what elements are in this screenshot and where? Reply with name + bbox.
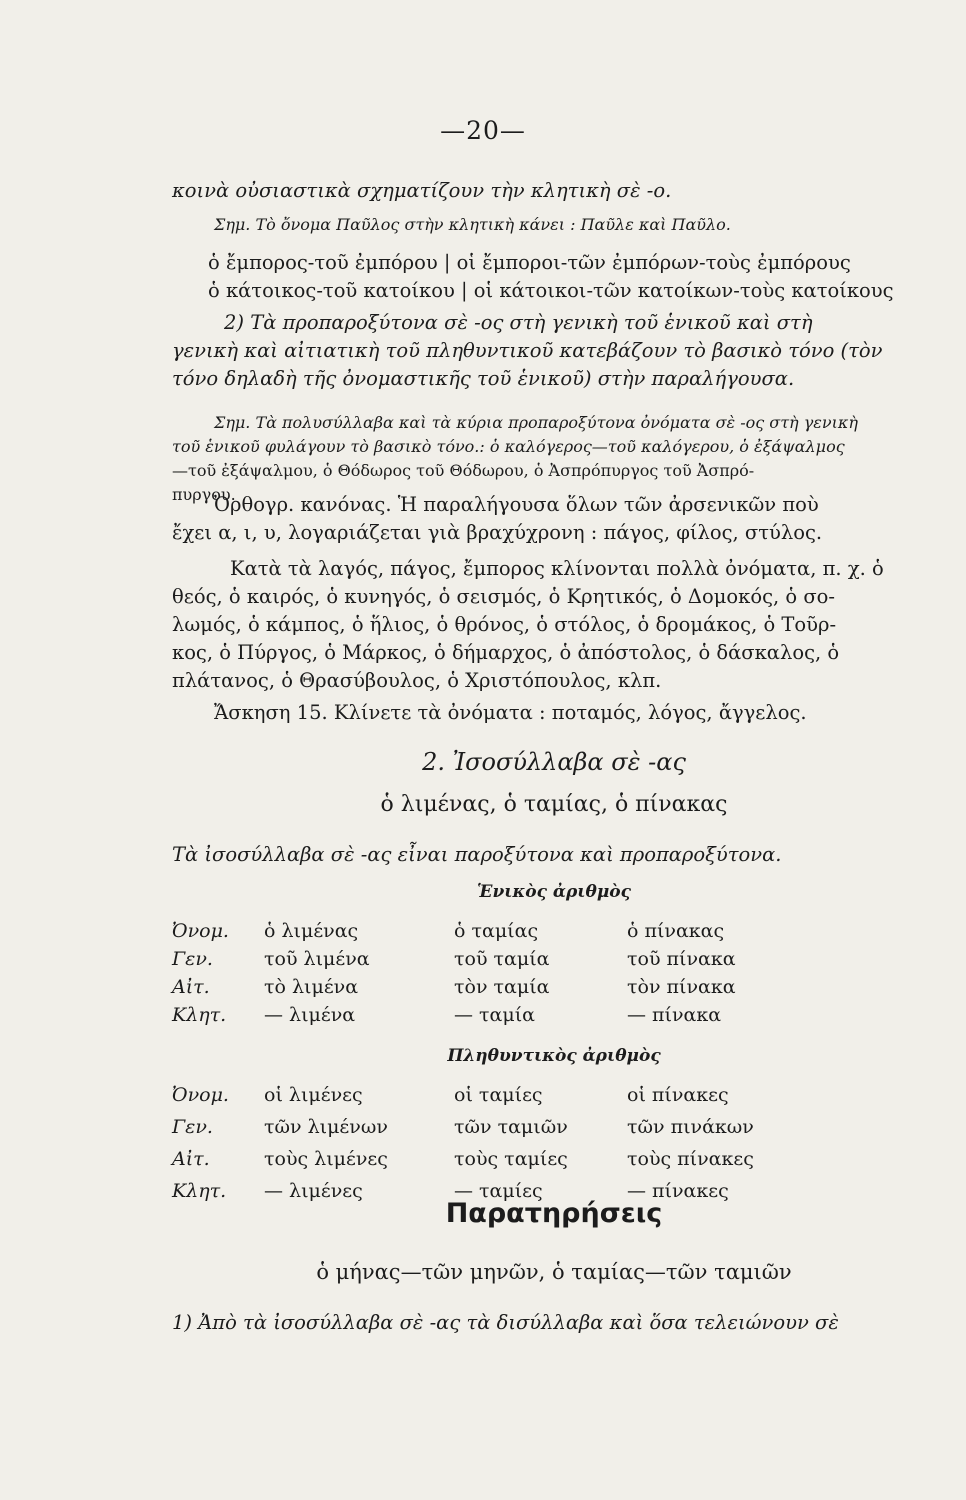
form-tamias: ὁ ταμίας	[454, 920, 539, 942]
singular-heading: Ἑνικὸς ἀριθμὸς	[477, 882, 631, 902]
case-label: Αἰτ.	[172, 1148, 210, 1170]
observation-example: ὁ μήνας—τῶν μηνῶν, ὁ ταμίας—τῶν ταμιῶν	[316, 1260, 792, 1284]
text-line: ὁ κάτοικος-τοῦ κατοίκου | οἱ κάτοικοι-τῶν κατοίκων-τοὺς κατοίκους	[208, 279, 894, 302]
form-tamias: τὸν ταμία	[454, 976, 550, 998]
form-limenas: — λιμένες	[264, 1180, 363, 1202]
text-line: πλάτανος, ὁ Θρασύβουλος, ὁ Χριστόπουλος, κλπ.	[172, 669, 662, 692]
text-line: γενικὴ καὶ αἰτιατικὴ τοῦ πληθυντικοῦ κατεβάζουν τὸ βασικὸ τόνο (τὸν	[172, 339, 883, 362]
form-limenas: τοὺς λιμένες	[264, 1148, 388, 1170]
text-line: κος, ὁ Πύργος, ὁ Μάρκος, ὁ δήμαρχος, ὁ ἀπόστολος, ὁ δάσκαλος, ὁ	[172, 641, 840, 664]
form-pinakas: — πίνακες	[627, 1180, 729, 1202]
note-line: πυργου.	[172, 485, 236, 504]
table-row	[172, 976, 936, 1002]
plural-heading: Πληθυντικὸς ἀριθμὸς	[447, 1046, 661, 1066]
text-line: τόνο δηλαδὴ τῆς ὀνομαστικῆς τοῦ ἑνικοῦ) στὴν παραλήγουσα.	[172, 367, 795, 390]
text-line: ἔχει α, ι, υ, λογαριάζεται γιὰ βραχύχρονη : πάγος, φίλος, στύλος.	[172, 521, 823, 544]
table-row	[172, 1084, 936, 1110]
text-line: Κατὰ τὰ λαγός, πάγος, ἔμπορος κλίνονται πολλὰ ὀνόματα, π. χ. ὁ	[230, 557, 884, 580]
table-row	[172, 948, 936, 974]
form-limenas: ὁ λιμένας	[264, 920, 359, 942]
form-limenas: τὸ λιμένα	[264, 976, 359, 998]
exercise-line: Ἄσκηση 15. Κλίνετε τὰ ὀνόματα : ποταμός, λόγος, ἄγγελος.	[214, 701, 807, 724]
table-row	[172, 1004, 936, 1030]
table-row	[172, 1148, 936, 1174]
form-tamias: τῶν ταμιῶν	[454, 1116, 568, 1138]
case-label: Γεν.	[172, 948, 213, 970]
note-line: Σημ. Τὰ πολυσύλλαβα καὶ τὰ κύρια προπαροξύτονα ὀνόματα σὲ -ος στὴ γενικὴ	[214, 413, 858, 432]
form-pinakas: ὁ πίνακας	[627, 920, 725, 942]
note-line: Σημ. Τὸ ὄνομα Παῦλος στὴν κλητικὴ κάνει : Παῦλε καὶ Παῦλο.	[214, 215, 731, 234]
table-row	[172, 1116, 936, 1142]
text-line: 2) Τὰ προπαροξύτονα σὲ -ος στὴ γενικὴ τοῦ ἑνικοῦ καὶ στὴ	[224, 311, 813, 334]
text-line: κοινὰ οὐσιαστικὰ σχηματίζουν τὴν κλητικὴ σὲ -ο.	[172, 179, 672, 202]
form-pinakas: τοὺς πίνακες	[627, 1148, 754, 1170]
form-tamias: — ταμία	[454, 1004, 536, 1026]
form-tamias: — ταμίες	[454, 1180, 543, 1202]
form-pinakas: τοῦ πίνακα	[627, 948, 736, 970]
section-intro: Τὰ ἰσοσύλλαβα σὲ -ας εἶναι παροξύτονα καὶ προπαροξύτονα.	[172, 843, 782, 866]
page-number: —20—	[440, 116, 526, 145]
observation-1: 1) Ἀπὸ τὰ ἰσοσύλλαβα σὲ -ας τὰ δισύλλαβα καὶ ὅσα τελειώνουν σὲ	[172, 1311, 839, 1334]
form-limenas: τοῦ λιμένα	[264, 948, 370, 970]
observations-heading: Παρατηρήσεις	[445, 1198, 663, 1229]
text-line: θεός, ὁ καιρός, ὁ κυνηγός, ὁ σεισμός, ὁ Κρητικός, ὁ Δομοκός, ὁ σο-	[172, 585, 835, 608]
case-label: Γεν.	[172, 1116, 213, 1138]
case-label: Αἰτ.	[172, 976, 210, 998]
note-line: τοῦ ἑνικοῦ φυλάγουν τὸ βασικὸ τόνο.: ὁ καλόγερος—τοῦ καλόγερου, ὁ ἐξάψαλμος	[172, 437, 845, 456]
form-limenas: — λιμένα	[264, 1004, 356, 1026]
form-pinakas: τῶν πινάκων	[627, 1116, 754, 1138]
form-tamias: τοῦ ταμία	[454, 948, 550, 970]
form-pinakas: — πίνακα	[627, 1004, 722, 1026]
form-limenas: οἱ λιμένες	[264, 1084, 363, 1106]
form-limenas: τῶν λιμένων	[264, 1116, 388, 1138]
text-line: Ὀρθογρ. κανόνας. Ἡ παραλήγουσα ὅλων τῶν ἀρσενικῶν ποὺ	[214, 493, 819, 516]
table-row	[172, 920, 936, 946]
case-label: Κλητ.	[172, 1180, 227, 1202]
case-label: Ὀνομ.	[172, 920, 229, 942]
form-pinakas: τὸν πίνακα	[627, 976, 736, 998]
case-label: Ὀνομ.	[172, 1084, 229, 1106]
form-pinakas: οἱ πίνακες	[627, 1084, 729, 1106]
section-examples: ὁ λιμένας, ὁ ταμίας, ὁ πίνακας	[380, 792, 728, 817]
text-line: ὁ ἔμπορος-τοῦ ἐμπόρου | οἱ ἔμποροι-τῶν ἐμπόρων-τοὺς ἐμπόρους	[208, 251, 851, 274]
case-label: Κλητ.	[172, 1004, 227, 1026]
note-line: —τοῦ ἐξάψαλμου, ὁ Θόδωρος τοῦ Θόδωρου, ὁ Ἀσπρόπυργος τοῦ Ἀσπρό-	[172, 461, 755, 480]
section-heading: 2. Ἰσοσύλλαβα σὲ -ας	[422, 748, 686, 776]
form-tamias: τοὺς ταμίες	[454, 1148, 568, 1170]
form-tamias: οἱ ταμίες	[454, 1084, 543, 1106]
text-line: λωμός, ὁ κάμπος, ὁ ἥλιος, ὁ θρόνος, ὁ στόλος, ὁ δρομάκος, ὁ Τοῦρ-	[172, 613, 837, 636]
